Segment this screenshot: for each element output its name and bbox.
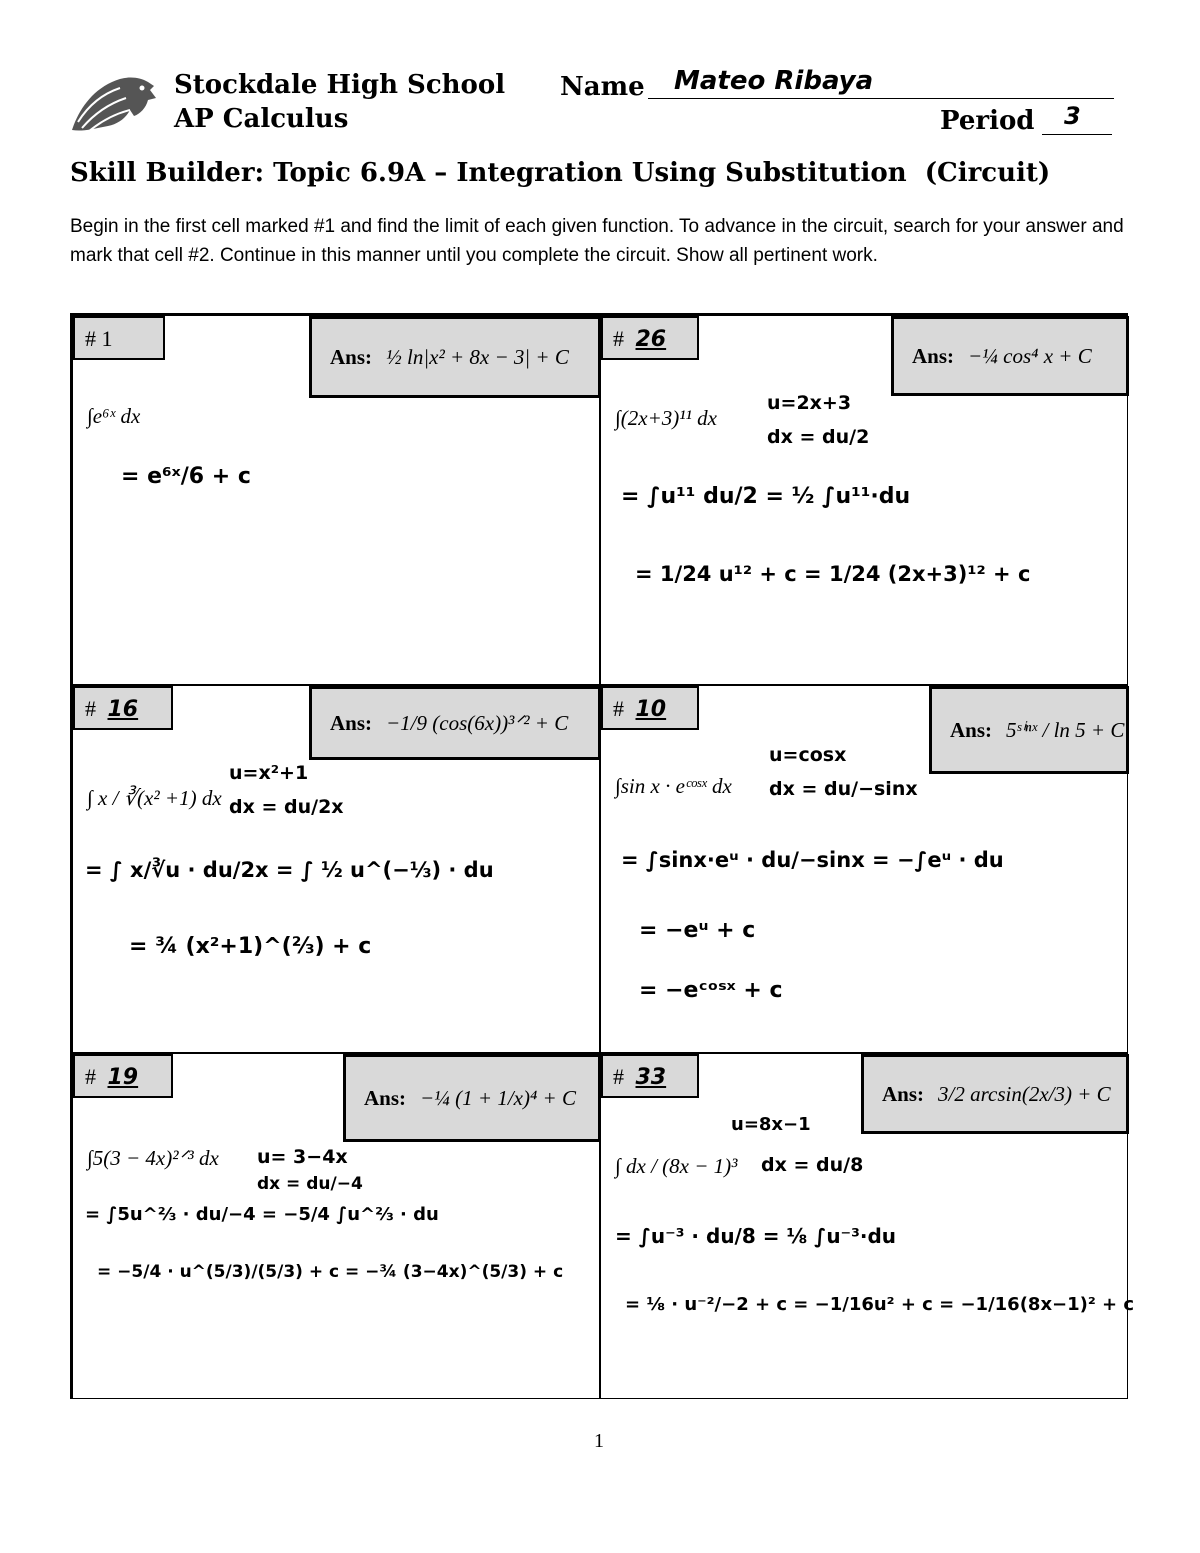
problem-expression: ∫5(3 − 4x)²ᐟ³ dx (87, 1146, 219, 1170)
cell-number: 16 (107, 697, 139, 722)
answer-label: Ans: (330, 710, 373, 735)
cell-hash: # (613, 1064, 624, 1089)
answer-expression: 3/2 arcsin(2x/3) + C (938, 1081, 1111, 1106)
work-line: dx = du/8 (761, 1154, 864, 1176)
work-line: u=cosx (769, 744, 847, 766)
work-line: = −eᵘ + c (639, 918, 756, 943)
problem-expression: ∫ dx / (8x − 1)³ (615, 1154, 738, 1178)
answer-label: Ans: (364, 1085, 407, 1110)
work-line: = ∫u⁻³ · du/8 = ⅛ ∫u⁻³·du (615, 1224, 897, 1248)
work-line: = 1/24 u¹² + c = 1/24 (2x+3)¹² + c (635, 562, 1031, 586)
period-label: Period (940, 106, 1035, 136)
work-line: = −eᶜᵒˢˣ + c (639, 978, 783, 1003)
cell-number-box (73, 1054, 173, 1098)
cell-number-box (73, 316, 165, 360)
course-name: AP Calculus (174, 104, 349, 134)
problem-expression: ∫ x / ∛(x² +1) dx (87, 786, 222, 810)
circuit-grid (70, 313, 1135, 1399)
answer-label: Ans: (330, 344, 373, 369)
answer-box (929, 686, 1129, 774)
answer-box (861, 1054, 1129, 1134)
answer-expression: 5ˢⁱⁿˣ / ln 5 + C (1006, 717, 1125, 742)
work-line: = ∫5u^⅔ · du/−4 = −5/4 ∫u^⅔ · du (85, 1204, 439, 1225)
school-logo (68, 72, 160, 140)
work-line: dx = du/2 (767, 426, 870, 448)
cell-number: 1 (101, 326, 113, 351)
cell-number-box (601, 316, 699, 360)
cell-number-box (73, 686, 173, 730)
work-line: u= 3−4x (257, 1146, 348, 1168)
work-line: dx = du/−sinx (769, 778, 918, 800)
cell-number: 10 (635, 697, 667, 722)
circuit-cell (600, 1053, 1135, 1399)
cell-number-box (601, 686, 699, 730)
cell-number: 33 (635, 1065, 667, 1090)
answer-expression: ½ ln|x² + 8x − 3| + C (386, 344, 569, 369)
work-line: dx = du/2x (229, 796, 344, 818)
problem-expression: ∫sin x · eᶜᵒˢˣ dx (615, 774, 732, 798)
page-title: Skill Builder: Topic 6.9A – Integration Using Substitution (Circuit) (70, 158, 1051, 188)
work-line: = ∫sinx·eᵘ · du/−sinx = −∫eᵘ · du (621, 848, 1004, 872)
cell-number: 26 (635, 327, 667, 352)
answer-label: Ans: (882, 1081, 925, 1106)
work-line: = ¾ (x²+1)^(⅔) + c (129, 934, 372, 959)
instructions: Begin in the first cell marked #1 and find the limit of each given function. To advance in the circuit, search for your answer and mark that cell #2. Continue in this manner until you complete the circuit. Show all pertinent work. (70, 216, 1124, 266)
problem-expression: ∫e⁶ˣ dx (87, 404, 141, 428)
answer-expression: −¼ (1 + 1/x)⁴ + C (420, 1085, 576, 1110)
cell-hash: # (85, 326, 96, 351)
name-value: Mateo Ribaya (674, 66, 874, 96)
work-line: = ∫ x/∛u · du/2x = ∫ ½ u^(−⅓) · du (85, 858, 494, 882)
work-line: = −5/4 · u^(5/3)/(5/3) + c = −¾ (3−4x)^(5/3) + c (97, 1262, 564, 1282)
circuit-cell (72, 685, 600, 1053)
period-value: 3 (1064, 102, 1081, 130)
work-line: u=x²+1 (229, 762, 309, 784)
work-line: = ∫u¹¹ du/2 = ½ ∫u¹¹·du (621, 484, 911, 509)
answer-box (891, 316, 1129, 396)
answer-box (309, 686, 601, 760)
work-line: = ⅛ · u⁻²/−2 + c = −1/16u² + c = −1/16(8x−1)² + c (625, 1294, 1135, 1315)
name-label: Name (560, 72, 645, 102)
cell-hash: # (613, 326, 624, 351)
answer-expression: −¼ cos⁴ x + C (968, 343, 1092, 368)
cell-hash: # (613, 696, 624, 721)
circuit-cell (72, 1053, 600, 1399)
work-line: = e⁶ˣ/6 + c (121, 464, 251, 489)
answer-expression: −1/9 (cos(6x))³ᐟ² + C (386, 710, 569, 735)
cell-hash: # (85, 1064, 96, 1089)
cell-hash: # (85, 696, 96, 721)
work-line: dx = du/−4 (257, 1174, 363, 1194)
name-field[interactable] (648, 66, 1114, 99)
circuit-cell (72, 315, 600, 685)
answer-box (343, 1054, 601, 1142)
work-line: u=8x−1 (731, 1114, 811, 1135)
cell-number: 19 (107, 1065, 139, 1090)
circuit-cell (600, 315, 1128, 685)
page-number: 1 (594, 1430, 604, 1452)
answer-label: Ans: (912, 343, 955, 368)
problem-expression: ∫(2x+3)¹¹ dx (615, 406, 717, 430)
circuit-cell (600, 685, 1128, 1053)
school-name: Stockdale High School (174, 70, 506, 100)
answer-box (309, 316, 601, 398)
period-field[interactable] (1042, 104, 1112, 135)
cell-number-box (601, 1054, 699, 1098)
work-line: u=2x+3 (767, 392, 852, 414)
answer-label: Ans: (950, 717, 993, 742)
